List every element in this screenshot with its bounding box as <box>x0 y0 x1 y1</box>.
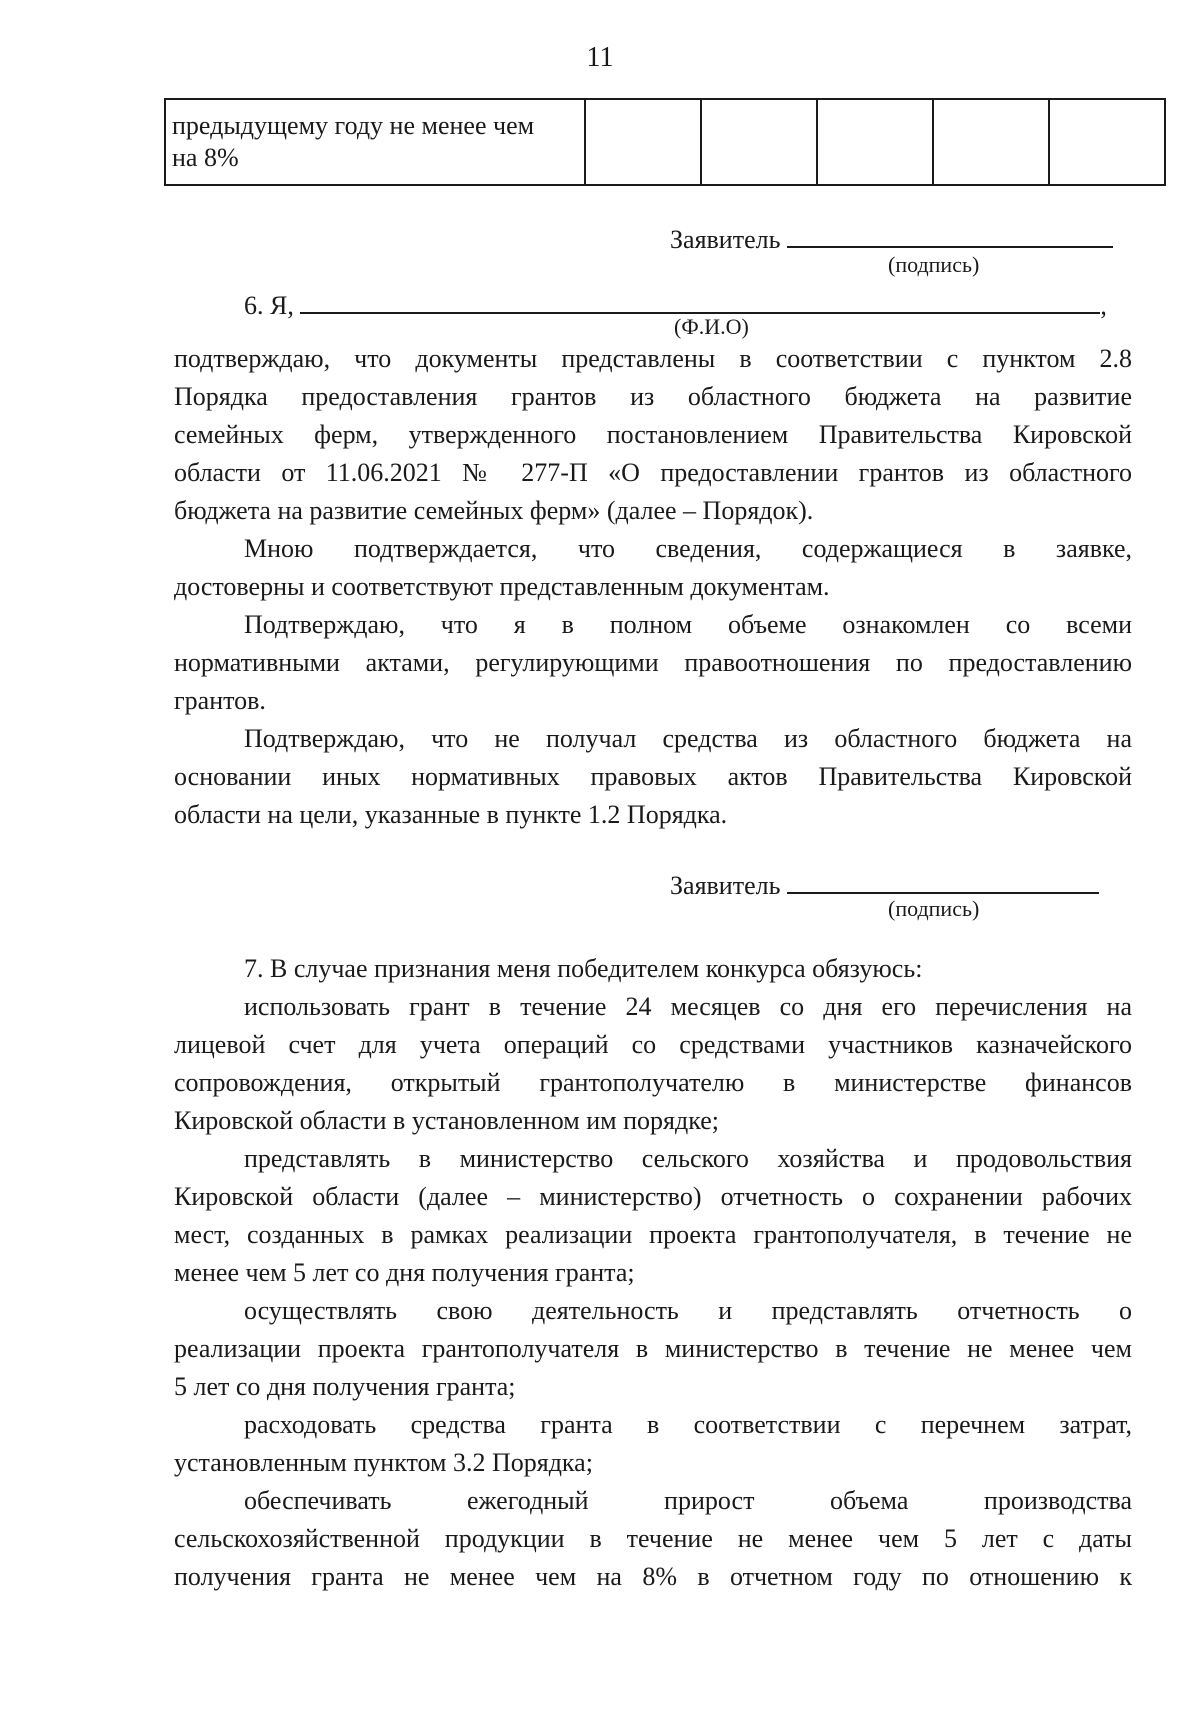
signature-caption: (подпись) <box>888 896 980 921</box>
text-line: Подтверждаю, что не получал средства из областного бюджета на <box>244 724 1132 753</box>
item6-suffix: , <box>1100 291 1107 320</box>
text-line: мест, созданных в рамках реализации проекта грантополучателя, в течение не <box>174 1220 1132 1249</box>
table-cell-empty <box>585 99 701 185</box>
text-line: осуществлять свою деятельность и представлять отчетность о <box>244 1296 1132 1325</box>
text-line: Подтверждаю, что я в полном объеме ознакомлен со всеми <box>244 610 1132 639</box>
table-cell-empty <box>933 99 1049 185</box>
table-cell-empty <box>1049 99 1165 185</box>
continuation-table <box>164 98 1166 186</box>
text-line: использовать грант в течение 24 месяцев со дня его перечисления на <box>244 992 1132 1021</box>
table-row <box>165 99 1165 185</box>
text-line: Кировской области (далее – министерство) отчетность о сохранении рабочих <box>174 1182 1132 1211</box>
signature-block-1 <box>670 220 1113 256</box>
text-line: области на цели, указанные в пункте 1.2 Порядка. <box>174 800 728 829</box>
text-line: достоверны и соответствуют представленным документам. <box>174 572 830 601</box>
page-number: 11 <box>586 42 614 73</box>
text-line: сопровождения, открытый грантополучателю в министерстве финансов <box>174 1068 1132 1097</box>
text-line: расходовать средства гранта в соответствии с перечнем затрат, <box>244 1410 1132 1439</box>
signature-field[interactable] <box>787 220 1113 248</box>
text-line: области от 11.06.2021 № 277-П «О предоставлении грантов из областного <box>174 458 1132 487</box>
text-line: грантов. <box>174 686 266 715</box>
name-caption: (Ф.И.О) <box>674 314 749 339</box>
signature-block-2 <box>670 866 1099 902</box>
text-line: Мною подтверждается, что сведения, содержащиеся в заявке, <box>244 534 1132 563</box>
signature-caption: (подпись) <box>888 252 980 277</box>
text-line: Кировской области в установленном им порядке; <box>174 1106 719 1135</box>
text-line: 7. В случае признания меня победителем конкурса обязуюсь: <box>244 954 923 983</box>
table-cell-empty <box>701 99 817 185</box>
table-cell-line: на 8% <box>172 143 239 172</box>
text-line: основании иных нормативных правовых актов Правительства Кировской <box>174 762 1132 791</box>
text-line: Порядка предоставления грантов из областного бюджета на развитие <box>174 382 1132 411</box>
signature-label: Заявитель <box>670 225 781 254</box>
text-line: представлять в министерство сельского хозяйства и продовольствия <box>244 1144 1132 1173</box>
text-line: менее чем 5 лет со дня получения гранта; <box>174 1258 635 1287</box>
text-line: получения гранта не менее чем на 8% в отчетном году по отношению к <box>174 1562 1132 1591</box>
table-cell-empty <box>817 99 933 185</box>
text-line: семейных ферм, утвержденного постановлением Правительства Кировской <box>174 420 1132 449</box>
text-line: установленным пунктом 3.2 Порядка; <box>174 1448 593 1477</box>
text-line: нормативными актами, регулирующими правоотношения по предоставлению <box>174 648 1132 677</box>
item6-prefix: 6. Я, <box>244 291 294 320</box>
signature-field[interactable] <box>787 866 1099 894</box>
text-line: 5 лет со дня получения гранта; <box>174 1372 516 1401</box>
text-line: сельскохозяйственной продукции в течение не менее чем 5 лет с даты <box>174 1524 1132 1553</box>
text-line: реализации проекта грантополучателя в министерство в течение не менее чем <box>174 1334 1132 1363</box>
table-cell-line: предыдущему году не менее чем <box>172 111 535 140</box>
text-line: лицевой счет для учета операций со средствами участников казначейского <box>174 1030 1132 1059</box>
signature-label: Заявитель <box>670 871 781 900</box>
full-name-field[interactable] <box>300 286 1100 314</box>
text-line: бюджета на развитие семейных ферм» (далее – Порядок). <box>174 496 814 525</box>
table-cell-criterion <box>165 99 585 185</box>
text-line: обеспечивать ежегодный прирост объема производства <box>244 1486 1132 1515</box>
text-line: подтверждаю, что документы представлены в соответствии с пунктом 2.8 <box>174 344 1132 373</box>
